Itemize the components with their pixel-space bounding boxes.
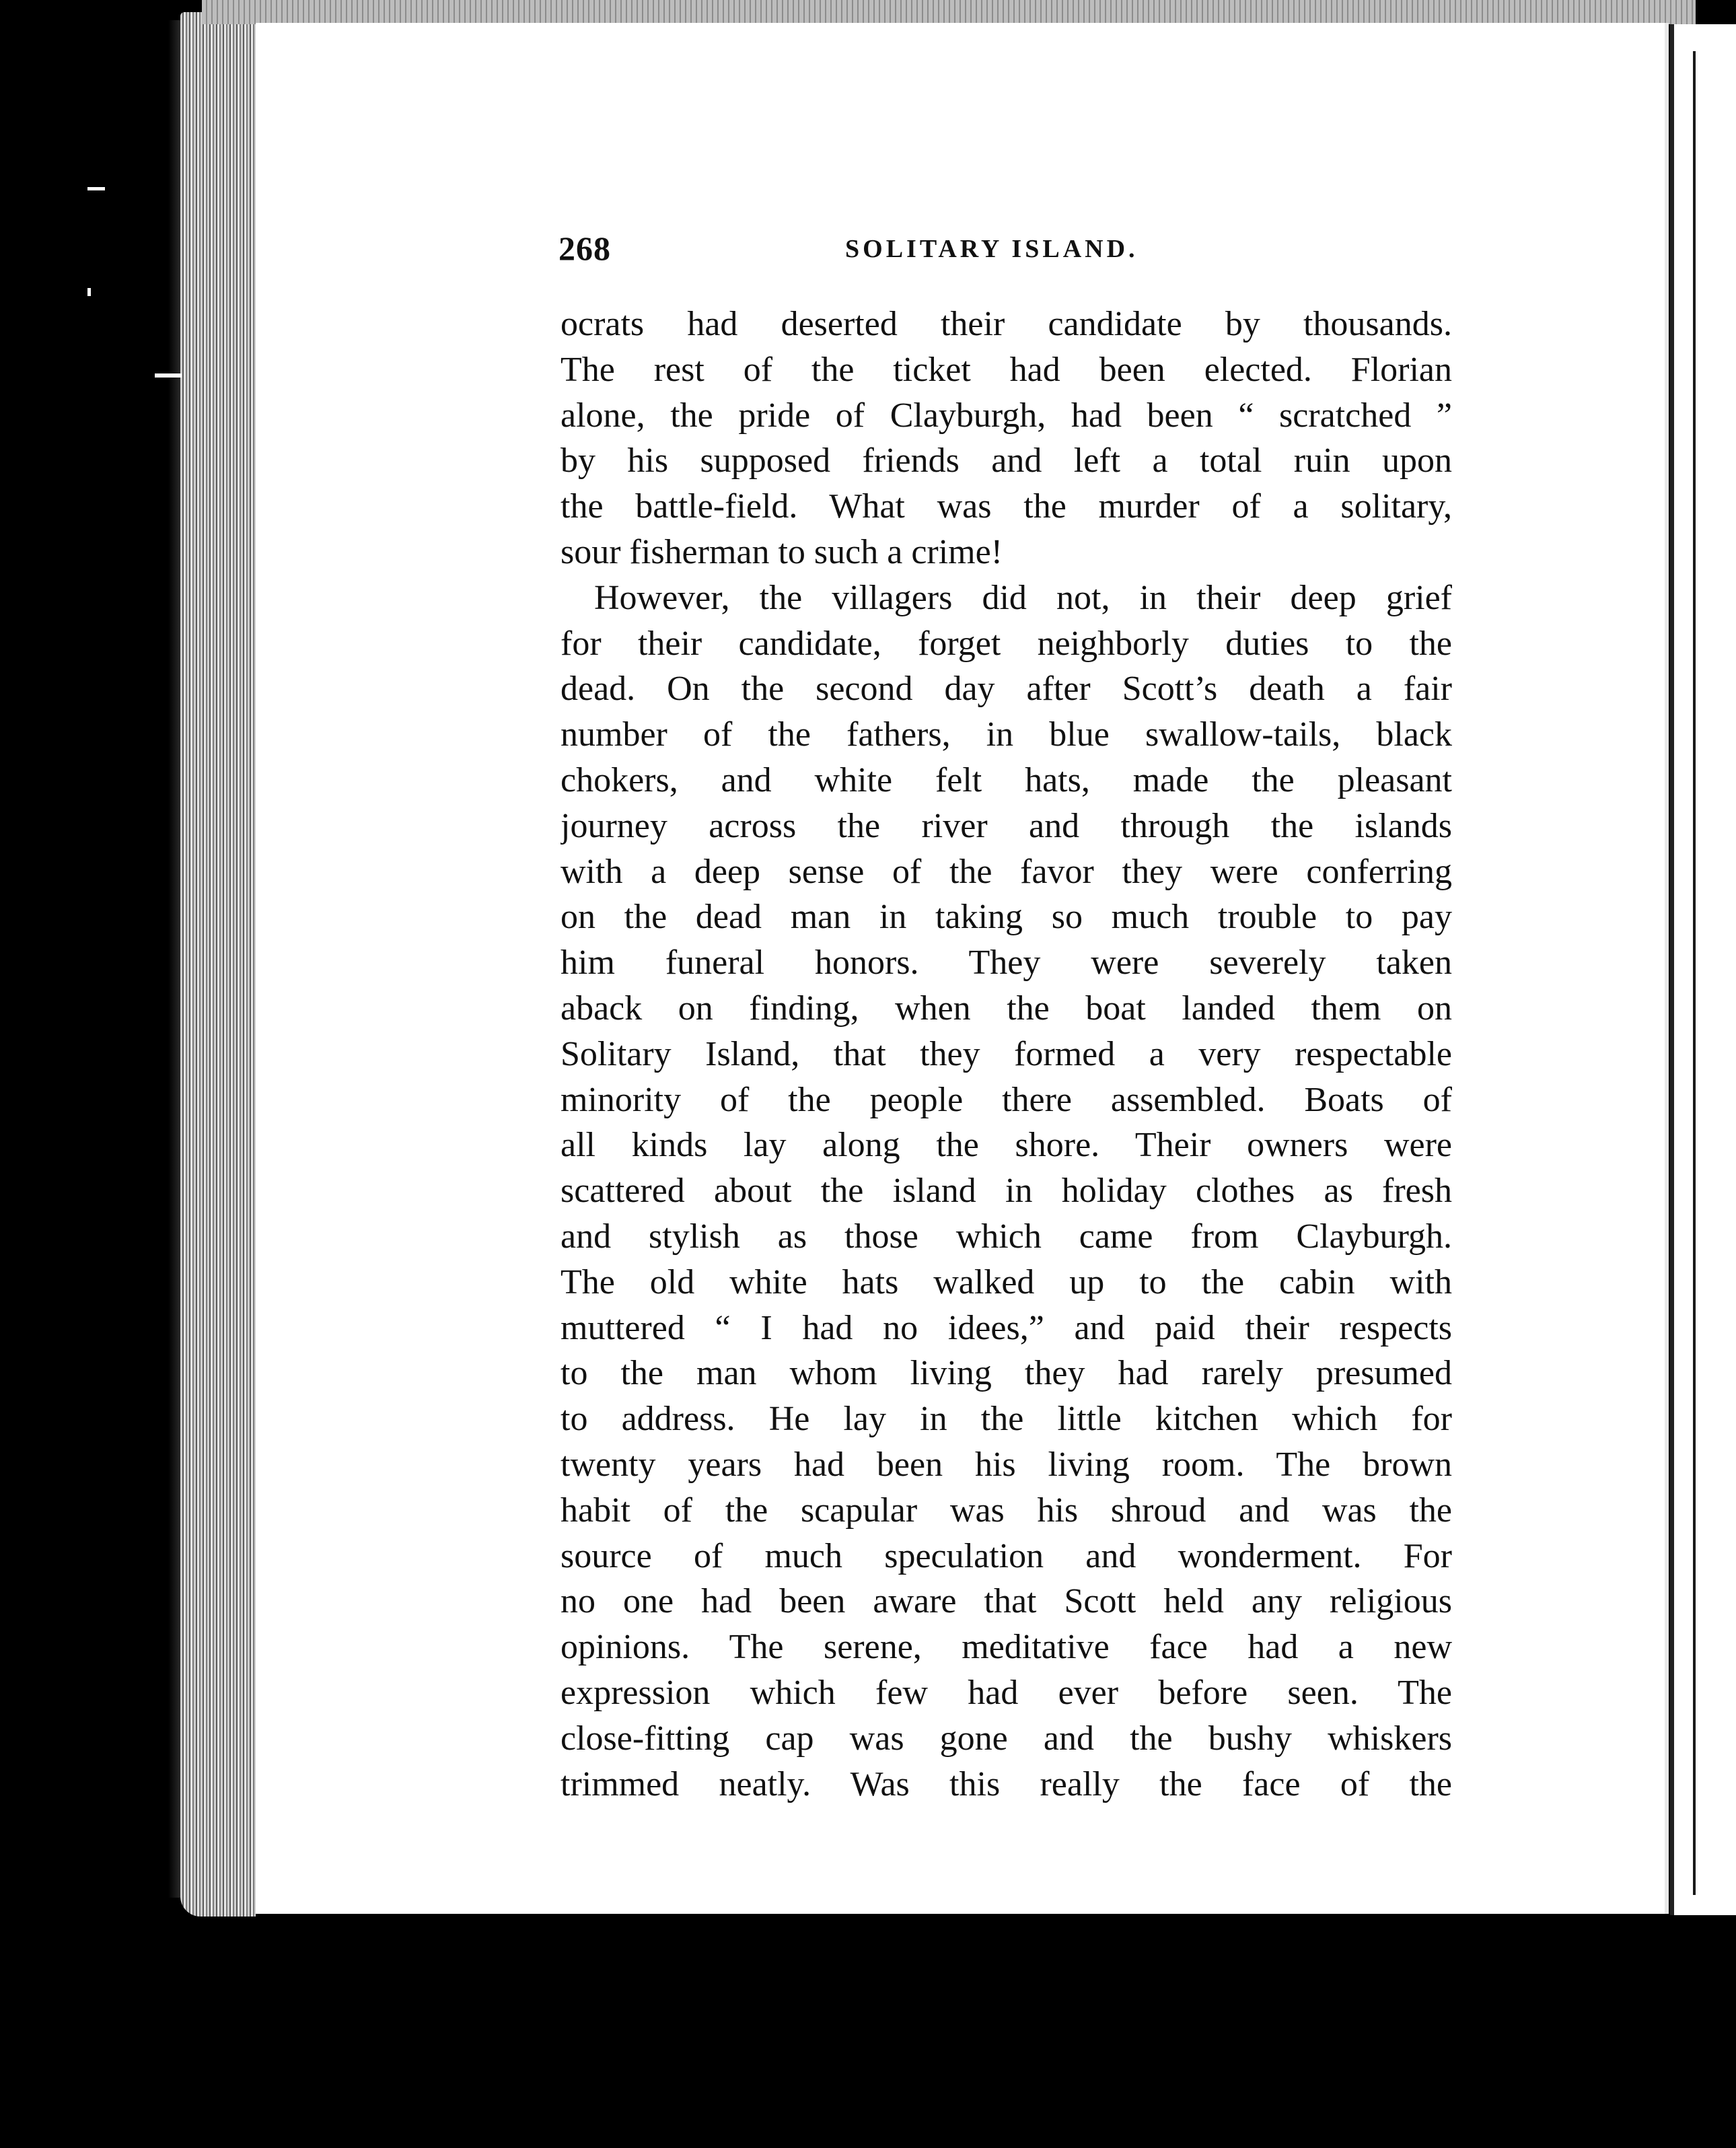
text-line: all kinds lay along the shore. Their owners were xyxy=(560,1126,1452,1165)
text-line: The old white hats walked up to the cabin with xyxy=(560,1262,1452,1301)
text-line: with a deep sense of the favor they were conferring xyxy=(560,852,1452,891)
text-line: journey across the river and through the islands xyxy=(560,806,1452,845)
speck xyxy=(87,288,91,296)
speck xyxy=(155,373,182,378)
text-line: minority of the people there assembled. Boats of xyxy=(560,1080,1452,1119)
text-line: to the man whom living they had rarely presumed xyxy=(560,1354,1452,1393)
text-line: scattered about the island in holiday clothes as fresh xyxy=(560,1172,1452,1211)
page-header xyxy=(558,229,1453,276)
facing-page-edge xyxy=(1670,24,1736,1915)
text-line: habit of the scapular was his shroud and was the xyxy=(560,1491,1452,1530)
text-line: opinions. The serene, meditative face had a new xyxy=(560,1628,1452,1667)
text-line: The rest of the ticket had been elected. Florian xyxy=(560,350,1452,389)
text-line: aback on finding, when the boat landed them on xyxy=(560,989,1452,1028)
binding-strip xyxy=(202,0,1696,24)
page-number: 268 xyxy=(558,229,611,267)
text-line: and stylish as those which came from Clayburgh. xyxy=(560,1217,1452,1256)
page-edges xyxy=(180,12,256,1917)
text-line: Solitary Island, that they formed a very respectable xyxy=(560,1034,1452,1073)
text-line: source of much speculation and wonderment. For xyxy=(560,1536,1452,1575)
text-line: sour fisherman to such a crime! xyxy=(560,532,1003,571)
text-line: trimmed neatly. Was this really the face of the xyxy=(560,1764,1452,1803)
facing-page-rule xyxy=(1693,51,1696,1895)
text-line: muttered “ I had no idees,” and paid their respects xyxy=(560,1308,1452,1347)
text-line: twenty years had been his living room. The brown xyxy=(560,1445,1452,1484)
body-text xyxy=(560,301,1452,1807)
text-line: by his supposed friends and left a total ruin upon xyxy=(560,441,1452,480)
text-line: number of the fathers, in blue swallow-tails, black xyxy=(560,715,1452,754)
text-line: ocrats had deserted their candidate by thousands. xyxy=(560,305,1452,343)
text-line: him funeral honors. They were severely taken xyxy=(560,943,1452,982)
text-line: to address. He lay in the little kitchen which for xyxy=(560,1400,1452,1439)
text-line: no one had been aware that Scott held any religious xyxy=(560,1582,1452,1621)
text-line: However, the villagers did not, in their deep grief xyxy=(594,578,1452,617)
text-line: alone, the pride of Clayburgh, had been “ scratched ” xyxy=(560,396,1452,435)
running-head: SOLITARY ISLAND. xyxy=(845,235,1138,263)
text-line: chokers, and white felt hats, made the pleasant xyxy=(560,760,1452,799)
text-line: dead. On the second day after Scott’s death a fair xyxy=(560,670,1452,709)
speck xyxy=(87,187,105,190)
text-line: expression which few had ever before seen. The xyxy=(560,1673,1452,1712)
text-line: close-fitting cap was gone and the bushy whiskers xyxy=(560,1719,1452,1758)
text-line: on the dead man in taking so much trouble to pay xyxy=(560,898,1452,937)
text-line: for their candidate, forget neighborly duties to the xyxy=(560,624,1452,663)
text-line: the battle-field. What was the murder of a solitary, xyxy=(560,487,1452,526)
